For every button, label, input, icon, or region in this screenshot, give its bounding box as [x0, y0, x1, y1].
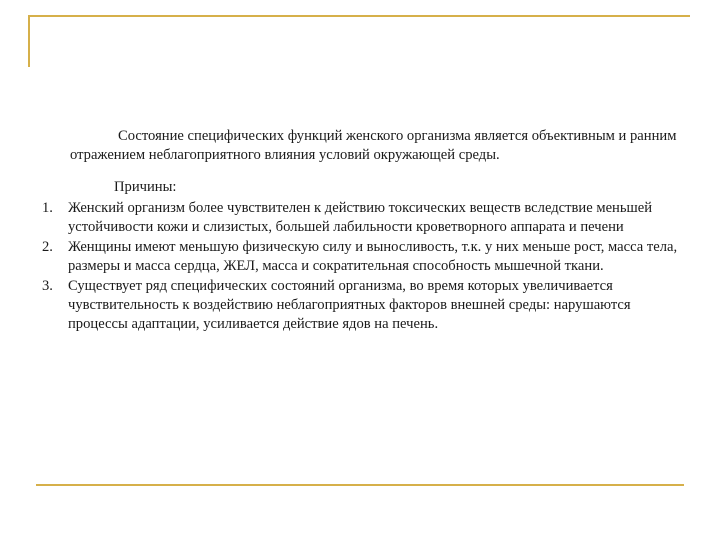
list-item-text: Женский организм более чувствителен к действию токсических веществ вследствие меньшей устойчивости кожи и слизистых, большей лабильности кроветворного аппарата и печени — [68, 200, 653, 235]
frame-left-line — [28, 15, 30, 67]
intro-paragraph: Состояние специфических функций женского организма является объективным и ранним отражением неблагоприятного влияния условий окружающей среды. — [70, 128, 677, 163]
list-item-number: 2. — [42, 239, 53, 255]
list-item-number: 3. — [42, 278, 53, 294]
reasons-list — [42, 199, 692, 334]
frame-bottom-line — [36, 484, 684, 486]
slide-content — [42, 127, 692, 335]
list-item — [42, 199, 692, 237]
list-item-number: 1. — [42, 200, 53, 216]
list-item — [42, 277, 692, 334]
list-item-text: Женщины имеют меньшую физическую силу и выносливость, т.к. у них меньше рост, масса тела, размеры и масса сердца, ЖЕЛ, масса и сократительная способность мышечной ткани. — [68, 239, 678, 274]
list-item — [42, 238, 692, 276]
frame-top-line — [28, 15, 690, 17]
list-item-text: Существует ряд специфических состояний организма, во время которых увеличивается чувствительность к воздействию неблагоприятных факторов внешней среды: нарушаются процессы адаптации, усиливается действие ядов на печень. — [68, 278, 631, 332]
reasons-title: Причины: — [114, 179, 177, 195]
